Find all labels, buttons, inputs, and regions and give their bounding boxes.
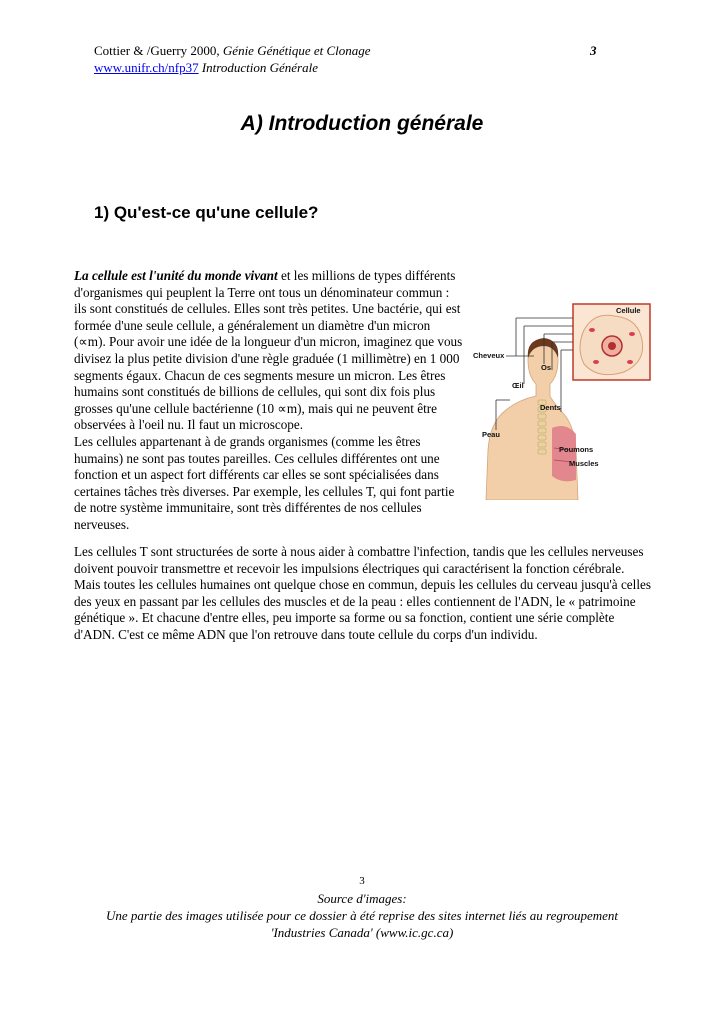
paragraph-3: Les cellules T sont structurées de sorte à nous aider à combattre l'infection, tandis que les cellules nerveuses doivent pouvoir transmettre et recevoir les impulsions électriques qui caractérisent la fonction cérébrale. Mais toutes les cellules humaines ont quelque chose en commun, depuis les cellules du cerveau jusqu'à celles des yeux en passant par les cellules des muscles et de la peau : elles contiennent de l'ADN, le « patrimoine génétique ». Et chacune d'entre elles, peu importe sa forme ou sa fonction, contient une série complète d'ADN. C'est ce même ADN que l'on retrouve dans toute cellule du corps d'un individu. [74, 544, 651, 642]
organelle [589, 328, 595, 332]
label-eye: Œil [512, 381, 524, 390]
footer-source-title: Source d'images: [317, 891, 407, 906]
wrapped-text-column [74, 268, 464, 534]
label-lungs: Poumons [559, 445, 594, 454]
header-source-line [94, 60, 318, 76]
paragraph-1 [74, 268, 464, 434]
header-citation [94, 43, 371, 59]
footer-source [100, 890, 624, 941]
organelle [629, 332, 635, 336]
label-skin: Peau [482, 430, 500, 439]
organelle [593, 360, 599, 364]
section-heading: 1) Qu'est-ce qu'une cellule? [94, 203, 319, 222]
label-cell: Cellule [616, 306, 641, 315]
label-muscles: Muscles [569, 459, 599, 468]
label-teeth: Dents [540, 403, 561, 412]
cell-nucleolus [608, 342, 616, 350]
human-body-cell-figure [466, 300, 652, 500]
page-title: A) Introduction générale [240, 112, 484, 135]
header-page-number: 3 [590, 43, 597, 58]
paragraph-1-text: et les millions de types différents d'organismes qui peuplent la Terre ont tous un dénominateur commun : ils sont constitués de cellules. Elles sont très petites. Une bactérie, qui est formée d'une seule cellule, a généralement un diamètre d'un micron (∝m). Pour avoir une idée de la longueur d'un micron, imaginez que vous divisez la plus petite division d'une règle graduée (1 millimètre) en 1 000 segments égaux. Chacun de ces segments mesure un micron. Les êtres humains sont constitués de billions de cellules, qui sont dix fois plus grosses qu'une cellule bactérienne (10 ∝m), mais qui ne peuvent être observées à l'oeil nu. Il faut un microscope. [74, 268, 463, 433]
footer-source-text: Une partie des images utilisée pour ce dossier à été reprise des sites internet liés au regroupement 'Industries Canada' (www.ic.gc.ca) [106, 908, 618, 940]
header-section-name: Introduction Générale [198, 60, 318, 75]
organelle [627, 360, 633, 364]
label-bone: Os [541, 363, 552, 372]
label-hair: Cheveux [473, 351, 505, 360]
header-link[interactable]: www.unifr.ch/nfp37 [94, 60, 199, 75]
paragraph-2: Les cellules appartenant à de grands organismes (comme les êtres humains) ne sont pas toutes pareilles. Ces cellules différentes ont une fonction et un aspect fort différents car elles se sont spécialisées dans certaines tâches très diverses. Par exemple, les cellules T, qui font partie de notre système immunitaire, sont très différentes de nos cellules nerveuses. [74, 433, 455, 532]
header-authors: Cottier & /Guerry 2000, [94, 43, 223, 58]
paragraph-1-lead: La cellule est l'unité du monde vivant [74, 268, 278, 283]
footer-page-number: 3 [359, 875, 365, 887]
header-doc-title: Génie Génétique et Clonage [222, 43, 371, 58]
